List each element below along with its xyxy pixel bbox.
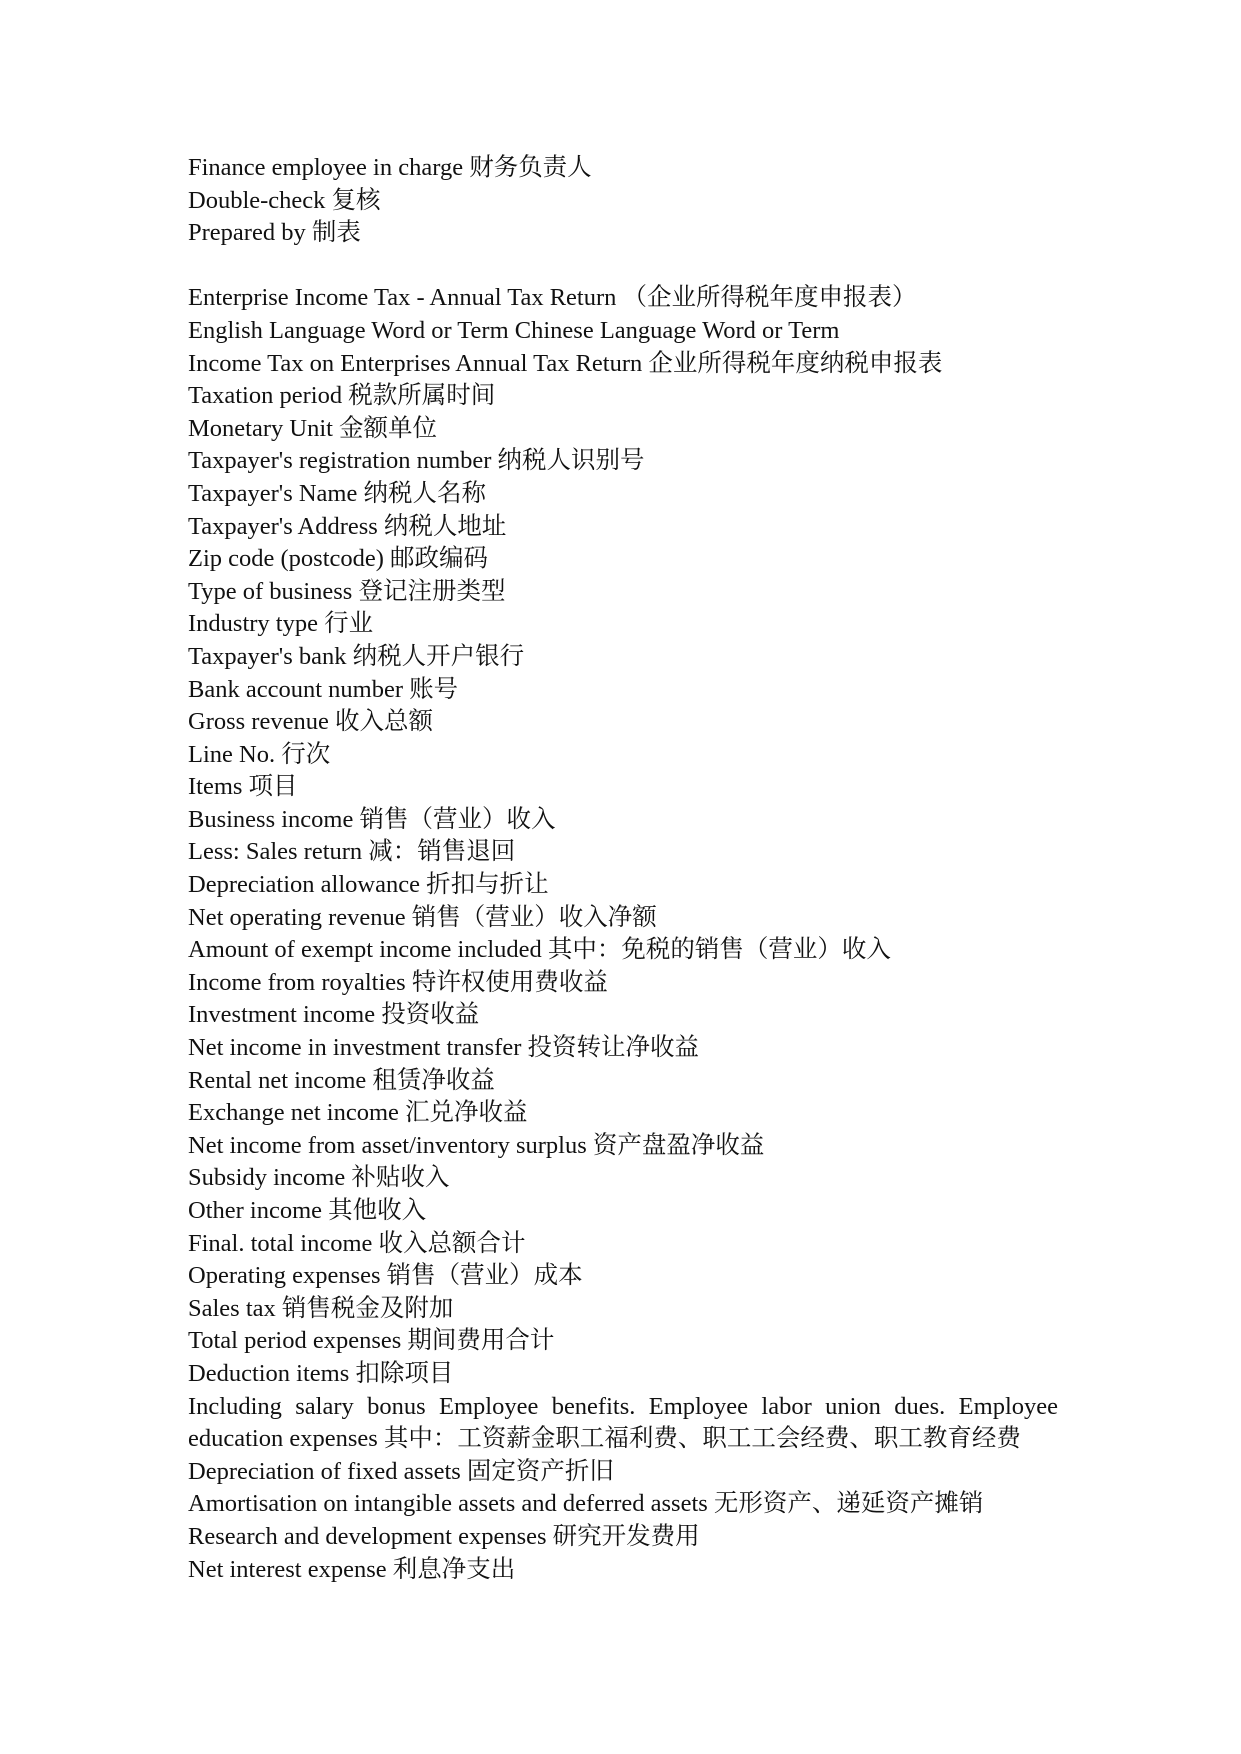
term-entry: Depreciation of fixed assets 固定资产折旧 xyxy=(188,1457,614,1485)
signature-line-finance: Finance employee in charge 财务负责人 xyxy=(188,154,592,181)
term-entry: Exchange net income 汇兑净收益 xyxy=(188,1099,528,1127)
term-entry: Total period expenses 期间费用合计 xyxy=(188,1327,555,1355)
term-entry: Income from royalties 特许权使用费收益 xyxy=(188,968,608,996)
term-entry: Items 项目 xyxy=(188,773,298,801)
paragraph-gap xyxy=(188,250,1058,283)
term-entry: Gross revenue 收入总额 xyxy=(188,708,433,736)
term-entry: Income Tax on Enterprises Annual Tax Return 企业所得税年度纳税申报表 xyxy=(188,349,943,377)
term-entry: Zip code (postcode) 邮政编码 xyxy=(188,545,489,573)
term-entry: Other income 其他收入 xyxy=(188,1197,427,1224)
term-entry: Amortisation on intangible assets and deferred assets 无形资产、递延资产摊销 xyxy=(188,1490,984,1518)
term-list-continued xyxy=(188,1456,1058,1586)
section-title: Enterprise Income Tax - Annual Tax Return （企业所得税年度申报表） xyxy=(188,284,917,312)
term-entry: Net income from asset/inventory surplus 资产盘盈净收益 xyxy=(188,1131,765,1159)
term-entry: Net income in investment transfer 投资转让净收益 xyxy=(188,1034,699,1062)
term-list xyxy=(188,348,1058,1391)
term-entry: Deduction items 扣除项目 xyxy=(188,1359,454,1387)
term-entry: Industry type 行业 xyxy=(188,610,374,638)
signature-line-prepared-by: Prepared by 制表 xyxy=(188,219,361,247)
term-entry: Type of business 登记注册类型 xyxy=(188,577,506,605)
term-entry: Monetary Unit 金额单位 xyxy=(188,414,438,442)
term-entry: Sales tax 销售税金及附加 xyxy=(188,1294,454,1322)
glossary-content xyxy=(188,152,1058,1586)
term-entry: Research and development expenses 研究开发费用 xyxy=(188,1522,700,1550)
term-entry: Net interest expense 利息净支出 xyxy=(188,1555,516,1583)
term-entry: Taxpayer's Address 纳税人地址 xyxy=(188,512,507,540)
term-entry: Net operating revenue 销售（营业）收入净额 xyxy=(188,903,657,931)
table-header: English Language Word or Term Chinese Language Word or Term xyxy=(188,316,840,344)
term-entry: Investment income 投资收益 xyxy=(188,1001,480,1029)
term-entry: Taxation period 税款所属时间 xyxy=(188,382,496,410)
term-entry: Line No. 行次 xyxy=(188,740,331,768)
term-entry: Less: Sales return 减：销售退回 xyxy=(188,838,516,866)
term-entry: Taxpayer's registration number 纳税人识别号 xyxy=(188,447,645,475)
term-entry: Subsidy income 补贴收入 xyxy=(188,1164,450,1192)
term-entry: Taxpayer's Name 纳税人名称 xyxy=(188,479,486,507)
term-entry: Amount of exempt income included 其中：免税的销售（营业）收入 xyxy=(188,936,891,964)
term-entry-long: Including salary bonus Employee benefits. Employee labor union dues. Employee education expenses 其中：工资薪金职工福利费、职工工会经费、职工教育经费 xyxy=(188,1392,1058,1453)
signature-block xyxy=(188,152,1058,250)
term-entry: Business income 销售（营业）收入 xyxy=(188,805,556,833)
term-entry: Rental net income 租赁净收益 xyxy=(188,1066,495,1094)
term-entry: Bank account number 账号 xyxy=(188,675,459,703)
signature-line-double-check: Double-check 复核 xyxy=(188,186,381,214)
term-entry: Final. total income 收入总额合计 xyxy=(188,1229,526,1257)
term-entry: Taxpayer's bank 纳税人开户银行 xyxy=(188,642,525,670)
term-entry: Operating expenses 销售（营业）成本 xyxy=(188,1262,583,1290)
term-entry: Depreciation allowance 折扣与折让 xyxy=(188,871,549,899)
